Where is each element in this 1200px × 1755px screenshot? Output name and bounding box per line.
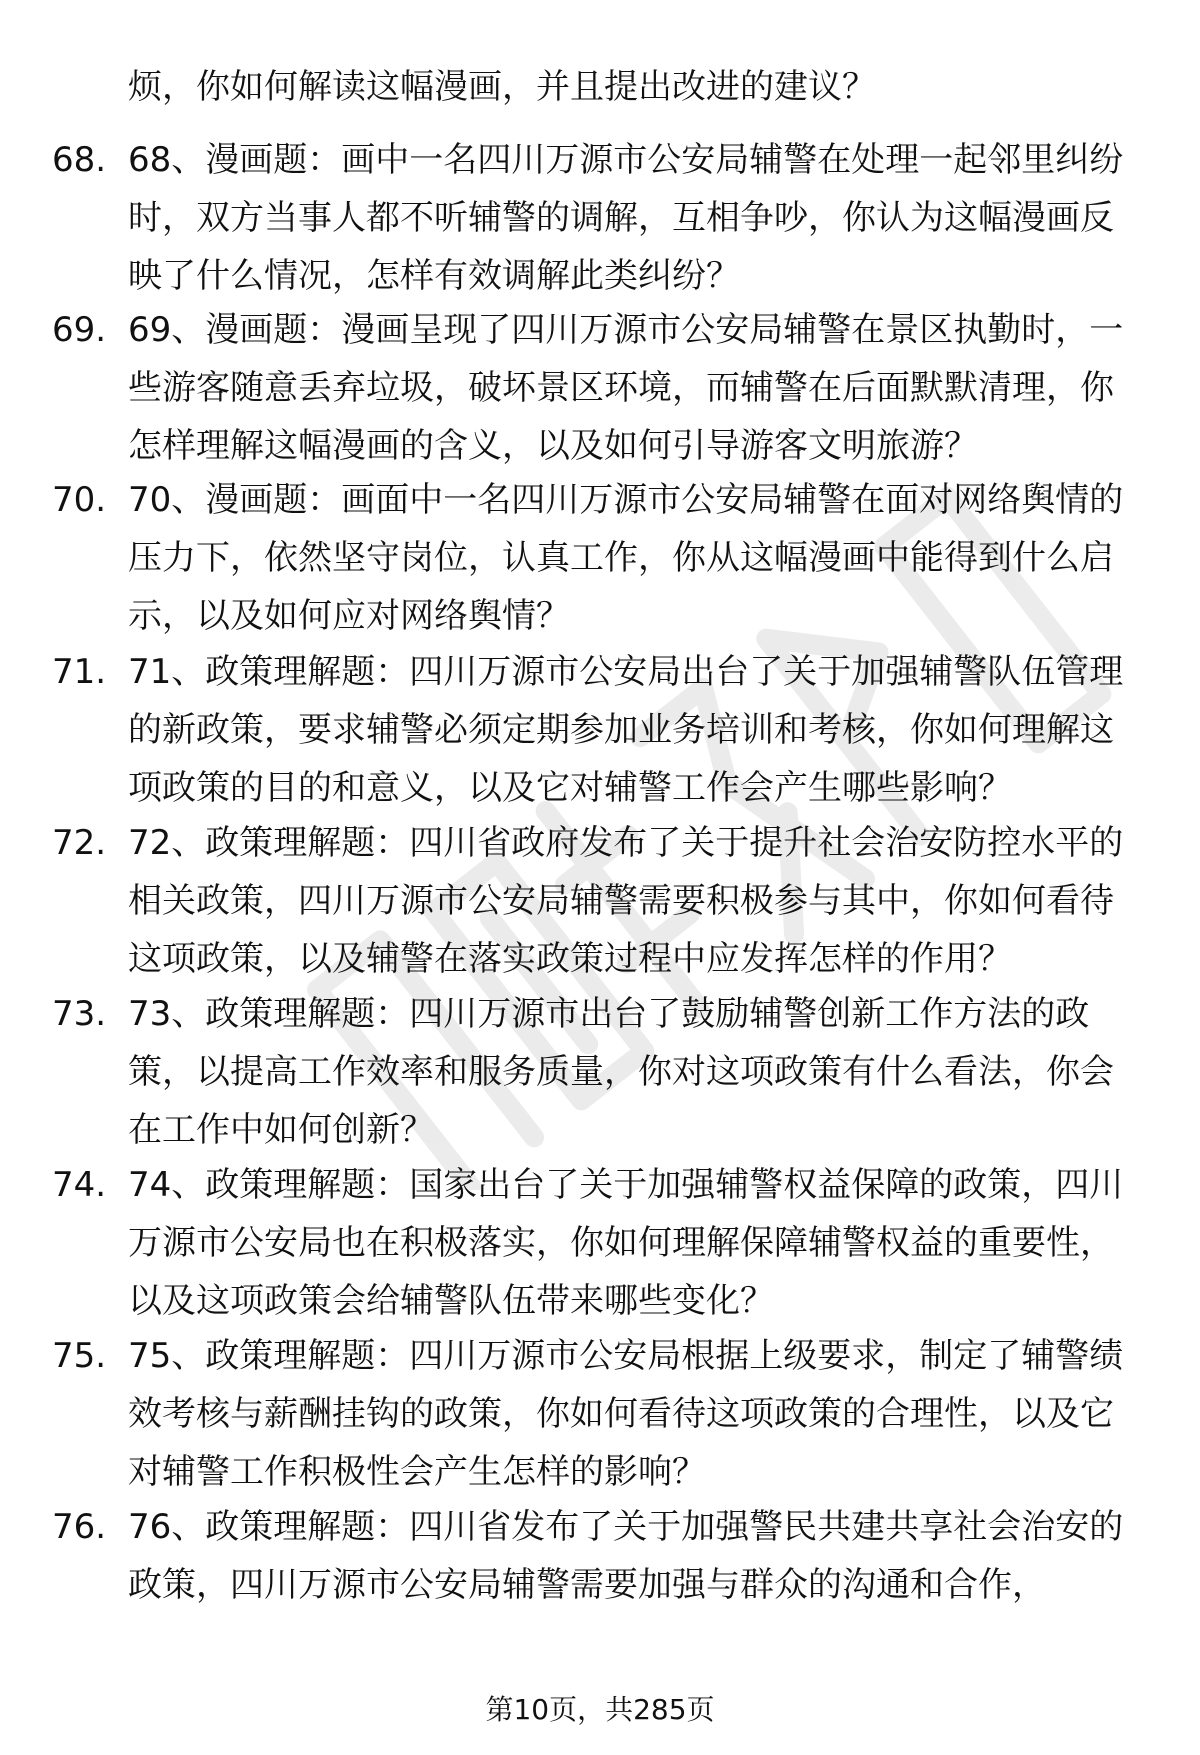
- item-number: 70.: [52, 480, 107, 520]
- item-number: 74.: [52, 1165, 107, 1205]
- item-text: 70、漫画题：画面中一名四川万源市公安局辅警在面对网络舆情的压力下，依然坚守岗位，认真工作，你从这幅漫画中能得到什么启示，以及如何应对网络舆情？: [128, 480, 1124, 636]
- item-text: 68、漫画题：画中一名四川万源市公安局辅警在处理一起邻里纠纷时，双方当事人都不听辅警的调解，互相争吵，你认为这幅漫画反映了什么情况，怎样有效调解此类纠纷？: [128, 140, 1124, 296]
- item-number: 69.: [52, 310, 107, 350]
- item-text: 74、政策理解题：国家出台了关于加强辅警权益保障的政策，四川万源市公安局也在积极落实，你如何理解保障辅警权益的重要性，以及这项政策会给辅警队伍带来哪些变化？: [128, 1165, 1124, 1321]
- item-number: 71.: [52, 652, 107, 692]
- item-text: 69、漫画题：漫画呈现了四川万源市公安局辅警在景区执勤时，一些游客随意丢弃垃圾，破坏景区环境，而辅警在后面默默清理，你怎样理解这幅漫画的含义，以及如何引导游客文明旅游？: [128, 310, 1124, 466]
- item-number: 72.: [52, 823, 107, 863]
- item-text: 72、政策理解题：四川省政府发布了关于提升社会治安防控水平的相关政策，四川万源市公安局辅警需要积极参与其中，你如何看待这项政策，以及辅警在落实政策过程中应发挥怎样的作用？: [128, 823, 1124, 979]
- item-number: 75.: [52, 1336, 107, 1376]
- continued-question-text: 烦，你如何解读这幅漫画，并且提出改进的建议？: [128, 67, 876, 107]
- item-number: 76.: [52, 1507, 107, 1547]
- item-text: 75、政策理解题：四川万源市公安局根据上级要求，制定了辅警绩效考核与薪酬挂钩的政策，你如何看待这项政策的合理性，以及它对辅警工作积极性会产生怎样的影响？: [128, 1336, 1124, 1492]
- page-number-footer: 第10页，共285页: [485, 1693, 715, 1726]
- item-number: 73.: [52, 994, 107, 1034]
- item-number: 68.: [52, 140, 107, 180]
- item-text: 71、政策理解题：四川万源市公安局出台了关于加强辅警队伍管理的新政策，要求辅警必须定期参加业务培训和考核，你如何理解这项政策的目的和意义，以及它对辅警工作会产生哪些影响？: [128, 652, 1124, 808]
- item-text: 73、政策理解题：四川万源市出台了鼓励辅警创新工作方法的政策，以提高工作效率和服务质量，你对这项政策有什么看法，你会在工作中如何创新？: [128, 994, 1114, 1150]
- item-text: 76、政策理解题：四川省发布了关于加强警民共建共享社会治安的政策，四川万源市公安局辅警需要加强与群众的沟通和合作，: [128, 1507, 1124, 1605]
